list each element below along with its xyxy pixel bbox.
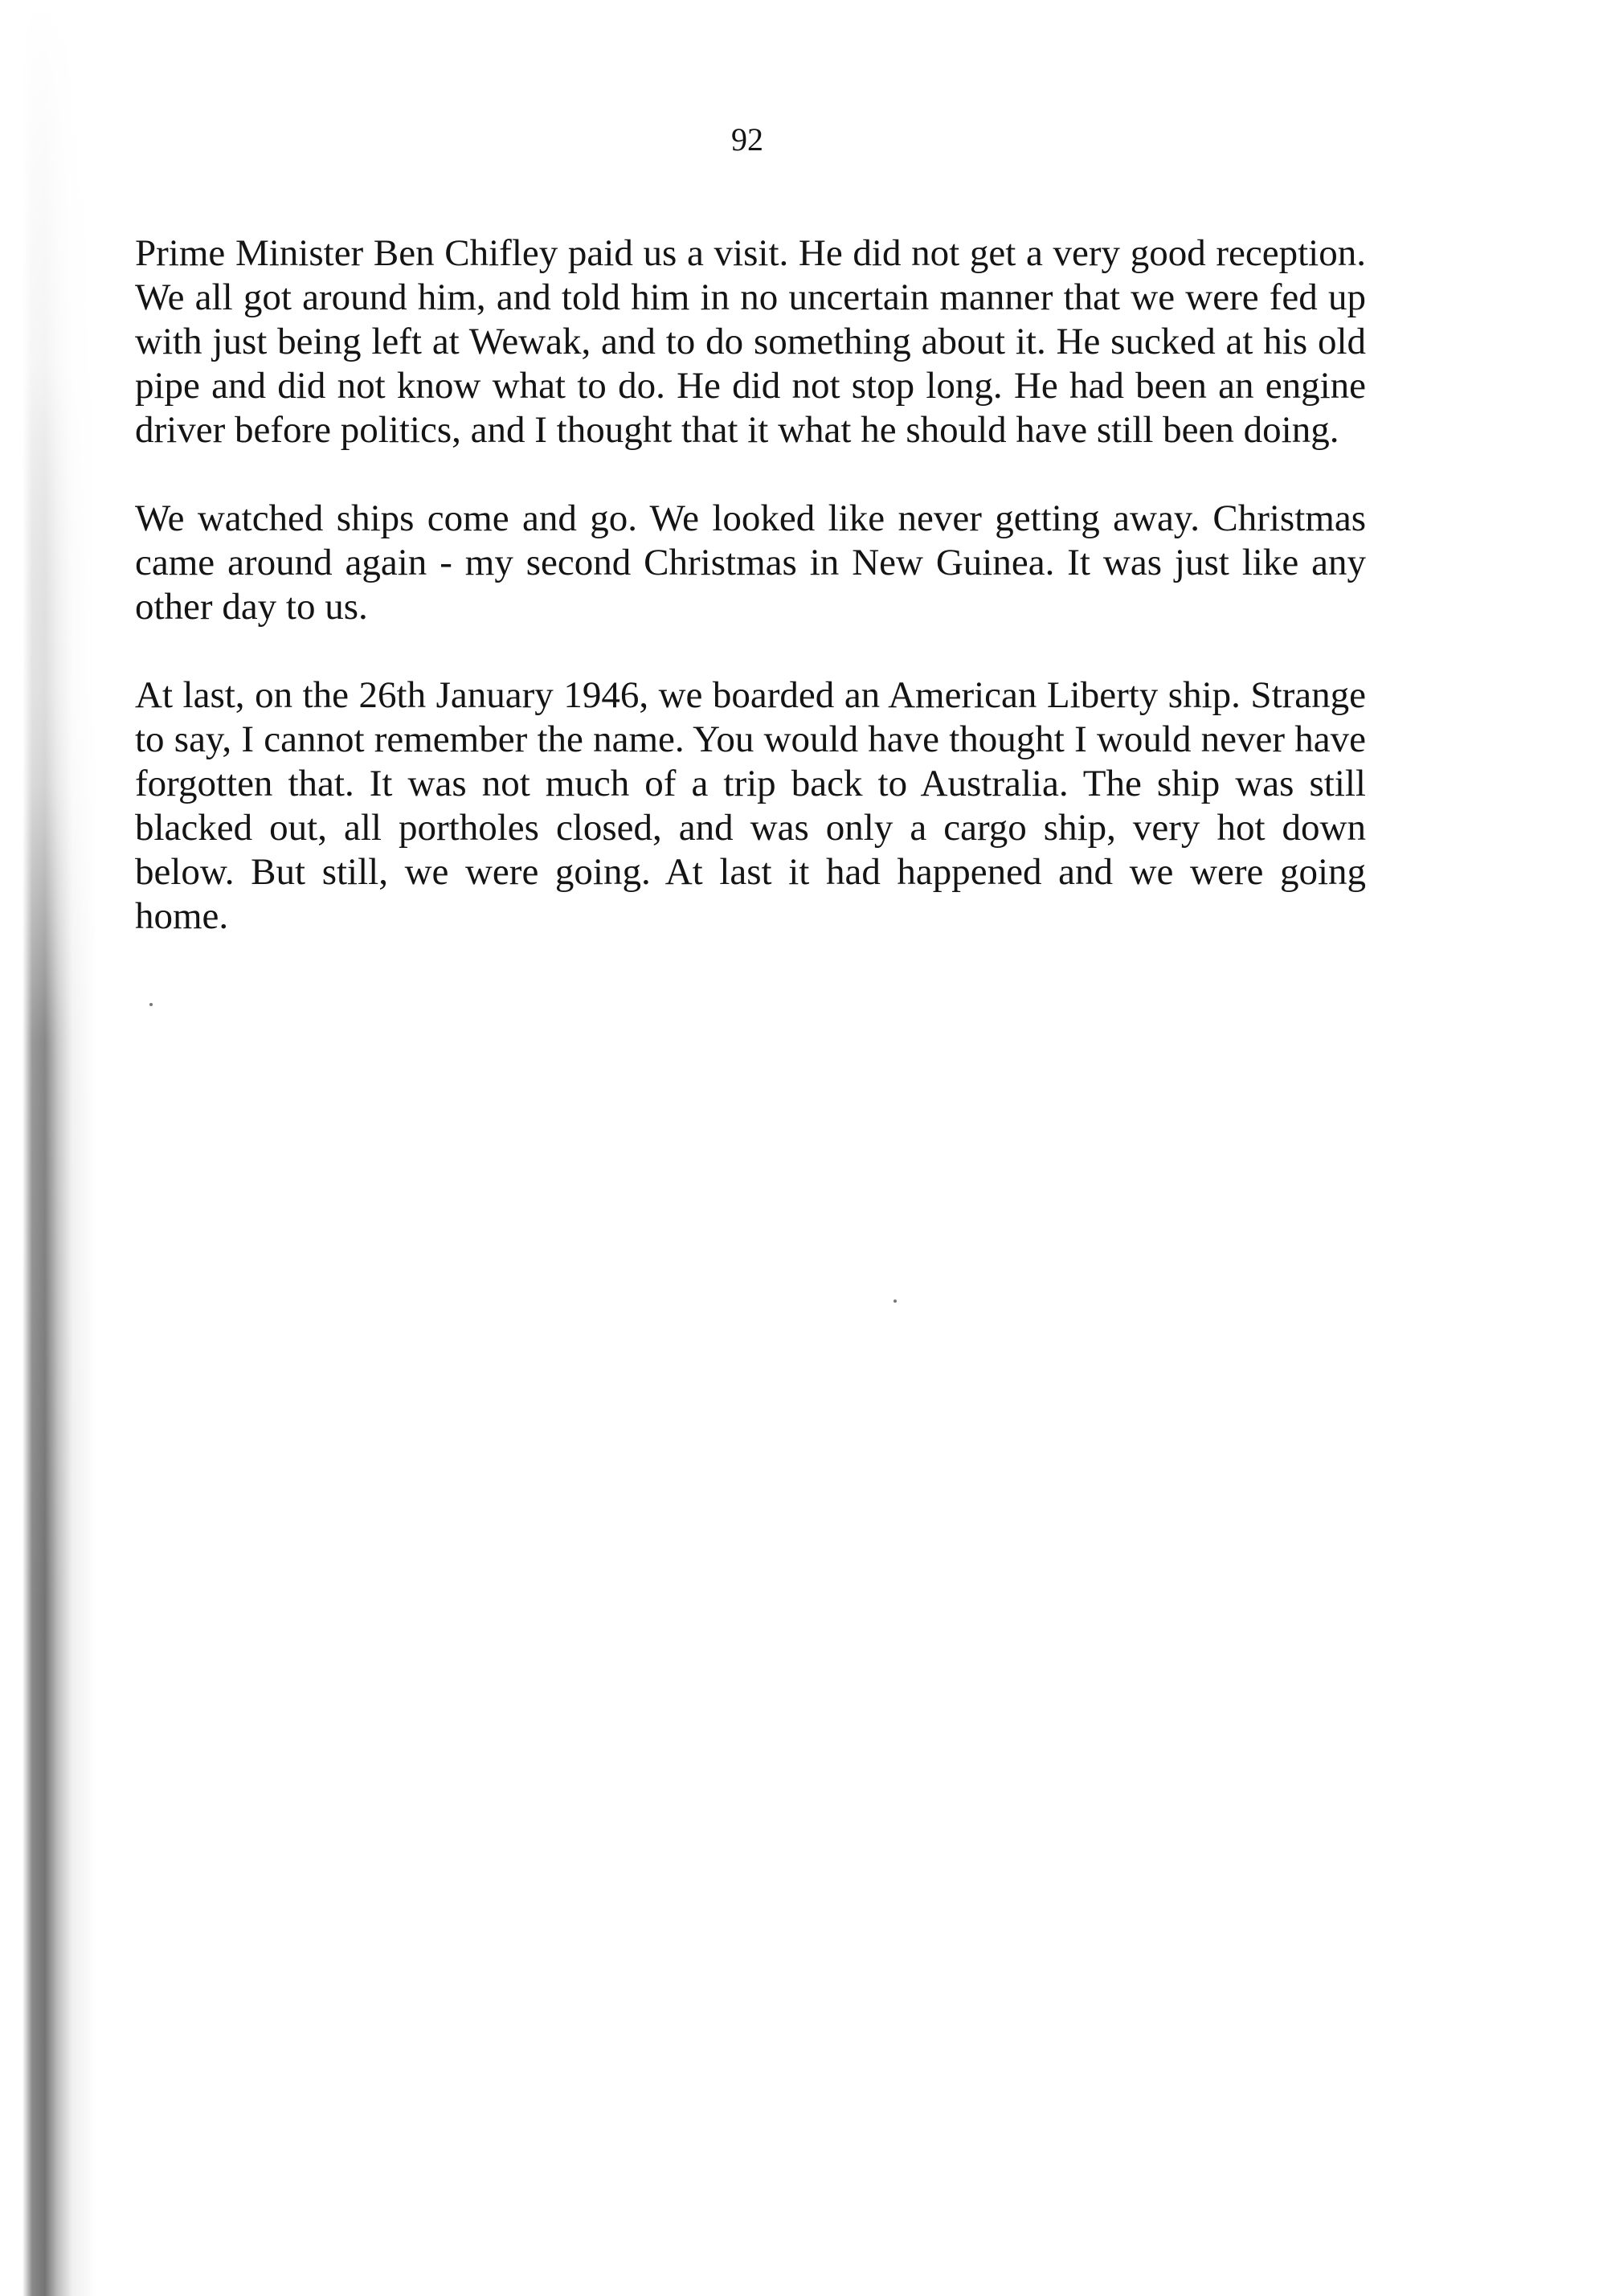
paragraph-chifley-visit: Prime Minister Ben Chifley paid us a visit. He did not get a very good reception. We all got around him, and told him in no uncertain manner that we were fed up with just being left at Wewak, and to do something about it. He sucked at his old pipe and did not know what to do. He did not stop long. He had been an engine driver before politics, and I thought that it what he should have still been doing. xyxy=(135,232,1366,451)
scan-speck xyxy=(149,1003,153,1006)
paragraph-christmas: We watched ships come and go. We looked like never getting away. Christmas came around again - my second Christmas in New Guinea. It was just like any other day to us. xyxy=(135,497,1366,628)
scan-speck xyxy=(893,1299,897,1303)
body-text xyxy=(135,231,1366,983)
page-number: 92 xyxy=(731,121,763,158)
paragraph-liberty-ship: At last, on the 26th January 1946, we boarded an American Liberty ship. Strange to say, I cannot remember the name. You would have thought I would never have forgotten that. It was not much of a trip back to Australia. The ship was still blacked out, all portholes closed, and was only a cargo ship, very hot down below. But still, we were going. At last it had happened and we were going home. xyxy=(135,674,1366,937)
